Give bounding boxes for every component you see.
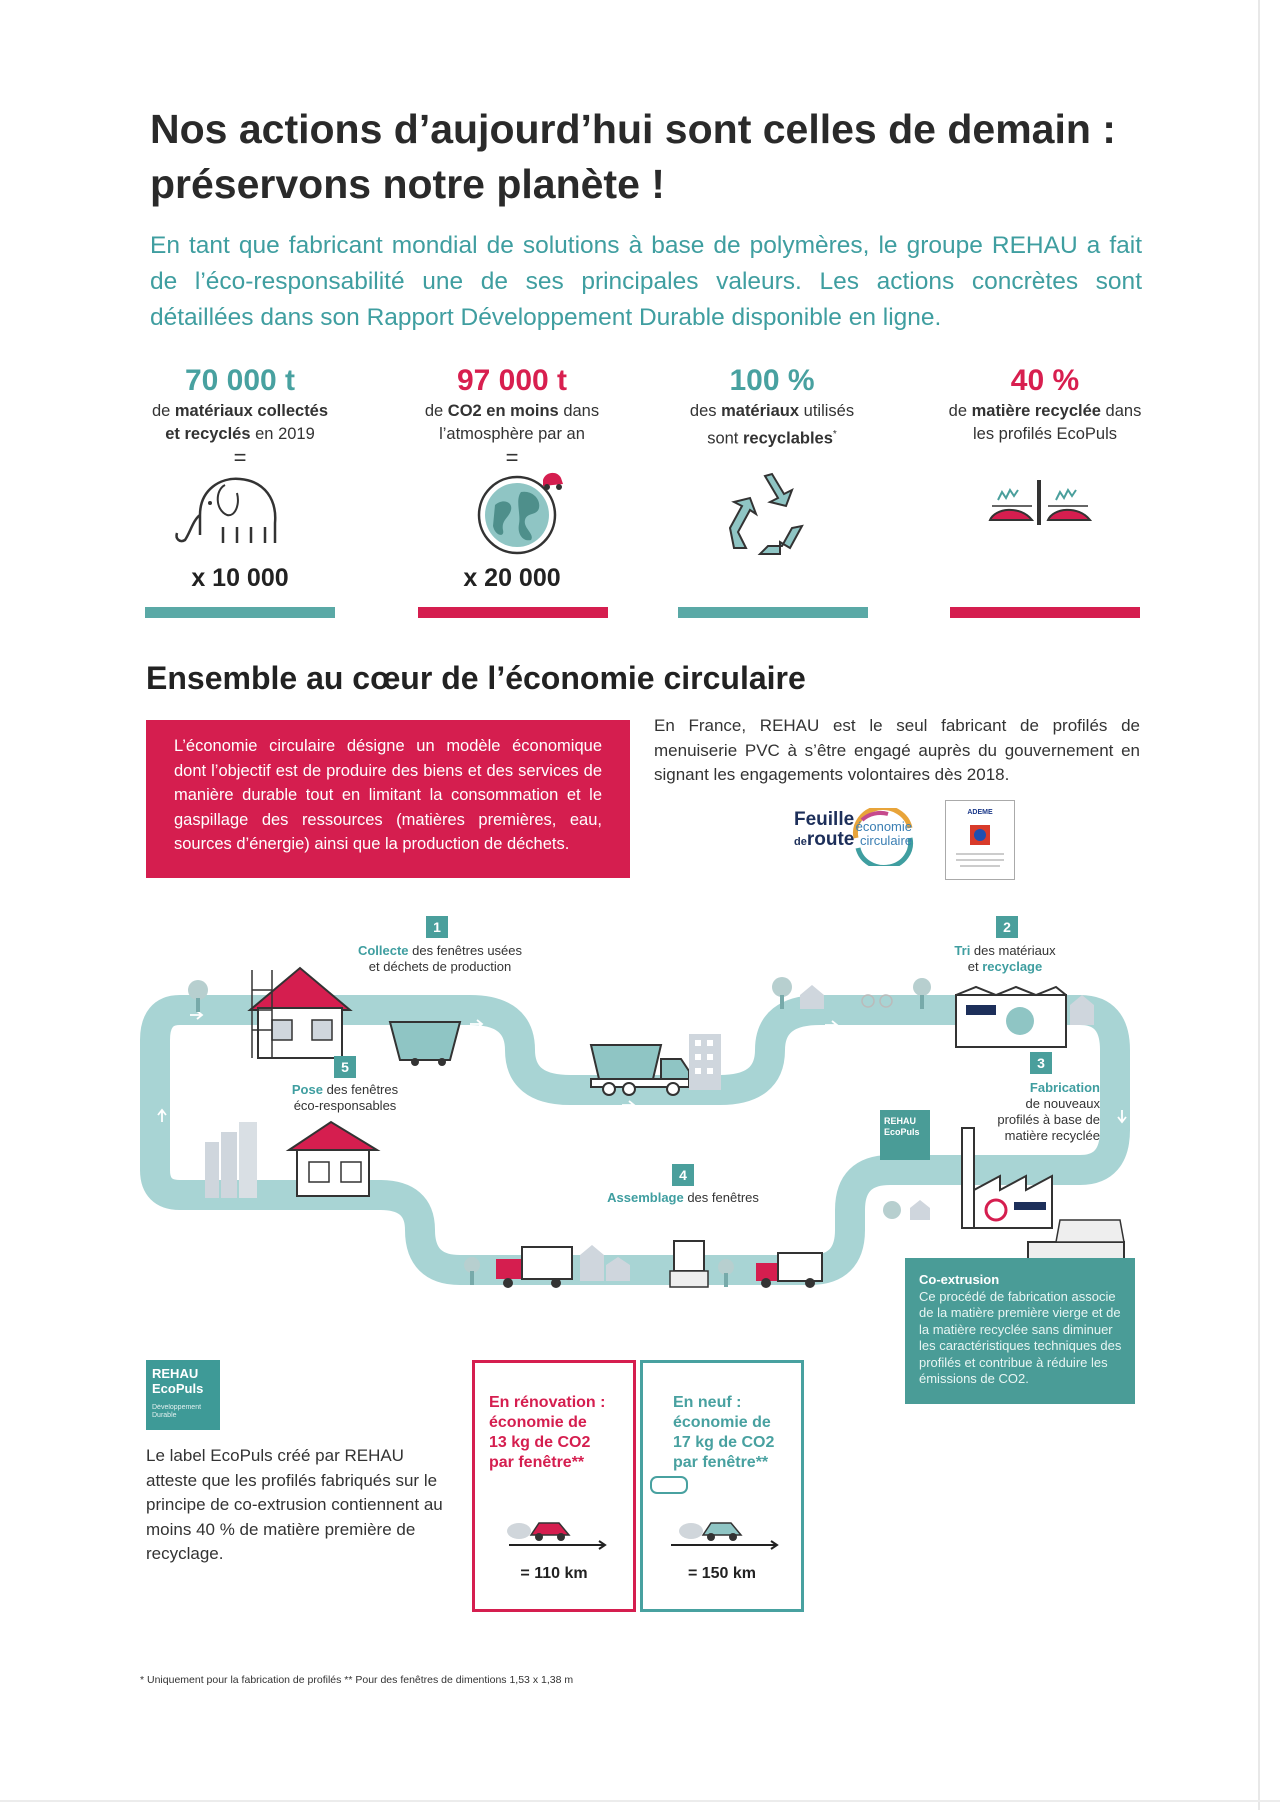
stat-value: 100 %	[729, 364, 815, 397]
step-label-tri: Tri des matériaux et recyclage	[954, 943, 1056, 974]
step-number-1: 1	[426, 916, 448, 938]
stat-underline-bar	[678, 607, 868, 618]
step-label-collecte: Collecte des fenêtres usées et déchets de production	[357, 943, 523, 974]
page-title	[150, 102, 1150, 212]
globe-icon	[465, 460, 575, 560]
scale-icon	[980, 470, 1100, 540]
elephant-multiplier: x 10 000	[191, 564, 289, 592]
stat-description: de CO2 en moins dans l’atmosphère par an	[424, 402, 600, 443]
ecopuls-description: Le label EcoPuls créé par REHAU atteste que les profilés fabriqués sur le principe de co-extrusion contiennent au moins 40 % de matière première de recyclage.	[146, 1446, 443, 1563]
stat-value: 70 000 t	[184, 364, 296, 397]
savings-renovation-text: En rénovation : économie de 13 kg de CO2 par fenêtre**	[489, 1394, 606, 1471]
equals-sign: =	[505, 445, 519, 470]
step-number-4: 4	[672, 1164, 694, 1186]
coextrusion-title: Co-extrusion	[919, 1272, 1000, 1287]
circular-economy-definition: L’économie circulaire désigne un modèle économique dont l’objectif est de produire des biens et des services de manière durable tout en limitant la consommation et le gaspillage des ressources (matières premières, eau, sources d’énergie) ainsi que la production de déchets.	[146, 720, 630, 878]
savings-renovation-box	[472, 1360, 636, 1612]
title-line-1: Nos actions d’aujourd’hui sont celles de demain :	[150, 106, 1116, 152]
ademe-logo: ADEME	[945, 800, 1015, 880]
stat-value: 40 %	[1010, 364, 1080, 397]
coextrusion-box	[905, 1258, 1135, 1404]
step-label-pose: Pose des fenêtres éco-responsables	[291, 1082, 399, 1113]
assembly-scene	[460, 1225, 840, 1295]
title-line-2: préservons notre planète !	[150, 161, 665, 207]
stat-underline-bar	[145, 607, 335, 618]
recycle-icon	[720, 468, 810, 558]
ademe-emblem	[970, 825, 990, 845]
step-label-assemblage: Assemblage des fenêtres	[607, 1190, 759, 1205]
link-connector	[650, 1476, 688, 1494]
ecopuls-label: REHAU EcoPuls Développement Durable	[146, 1360, 220, 1430]
step-number-3: 3	[1030, 1052, 1052, 1074]
stat-underline-bar	[418, 607, 608, 618]
globe-multiplier: x 20 000	[463, 564, 561, 592]
installation-house-scene	[205, 1112, 405, 1202]
car-icon	[505, 1513, 615, 1553]
stat-collected	[110, 362, 370, 468]
stat-description: des matériaux utilisés sont recyclables*	[689, 402, 855, 448]
car-icon	[667, 1513, 787, 1553]
savings-renovation-km: = 110 km	[520, 1565, 588, 1582]
coextrusion-text: Ce procédé de fabrication associe de la matière première vierge et de la matière recyclée sans diminuer les caractéristiques techniques des profilés et contribue à réduire les émissions de CO2.	[919, 1288, 1122, 1386]
footnotes: * Uniquement pour la fabrication de profilés ** Pour des fenêtres de dimentions 1,53 x 1,38 m	[140, 1674, 574, 1686]
step-label-fabrication: Fabrication de nouveaux profilés à base de matière recyclée	[997, 1080, 1100, 1143]
stat-description: de matériaux collectés et recyclés en 2019	[151, 402, 329, 443]
step-number-5: 5	[334, 1056, 356, 1078]
stat-recyclable	[642, 362, 902, 451]
savings-new-text: En neuf : économie de 17 kg de CO2 par fenêtre**	[673, 1394, 775, 1471]
stat-description: de matière recyclée dans les profilés EcoPuls	[948, 402, 1142, 443]
feuille-de-route-logo: Feuille deroute économie circulaire	[794, 808, 924, 866]
stat-recycled-material	[915, 362, 1175, 446]
intro-paragraph: En tant que fabricant mondial de solutions à base de polymères, le groupe REHAU a fait de l’éco-responsabilité une de ses principales valeurs. Les actions concrètes sont détaillées dans son Rapport Développement Durable disponible en ligne.	[150, 232, 1142, 331]
savings-new-km: = 150 km	[687, 1565, 757, 1582]
stat-co2	[382, 362, 642, 468]
stat-value: 97 000 t	[456, 364, 568, 397]
section-title: Ensemble au cœur de l’économie circulaire	[146, 660, 806, 696]
commitment-paragraph: En France, REHAU est le seul fabricant de profilés de menuiserie PVC à s’être engagé auprès du gouvernement en signant les engagements volontaires dès 2018.	[654, 716, 1140, 784]
equals-sign: =	[233, 445, 247, 470]
elephant-icon	[165, 465, 285, 550]
stat-underline-bar	[950, 607, 1140, 618]
page-bottom-edge	[0, 1800, 1280, 1802]
step-number-2: 2	[996, 916, 1018, 938]
factory-ecopuls-sign: REHAU EcoPuls	[884, 1116, 920, 1137]
building-icon	[685, 1028, 725, 1090]
